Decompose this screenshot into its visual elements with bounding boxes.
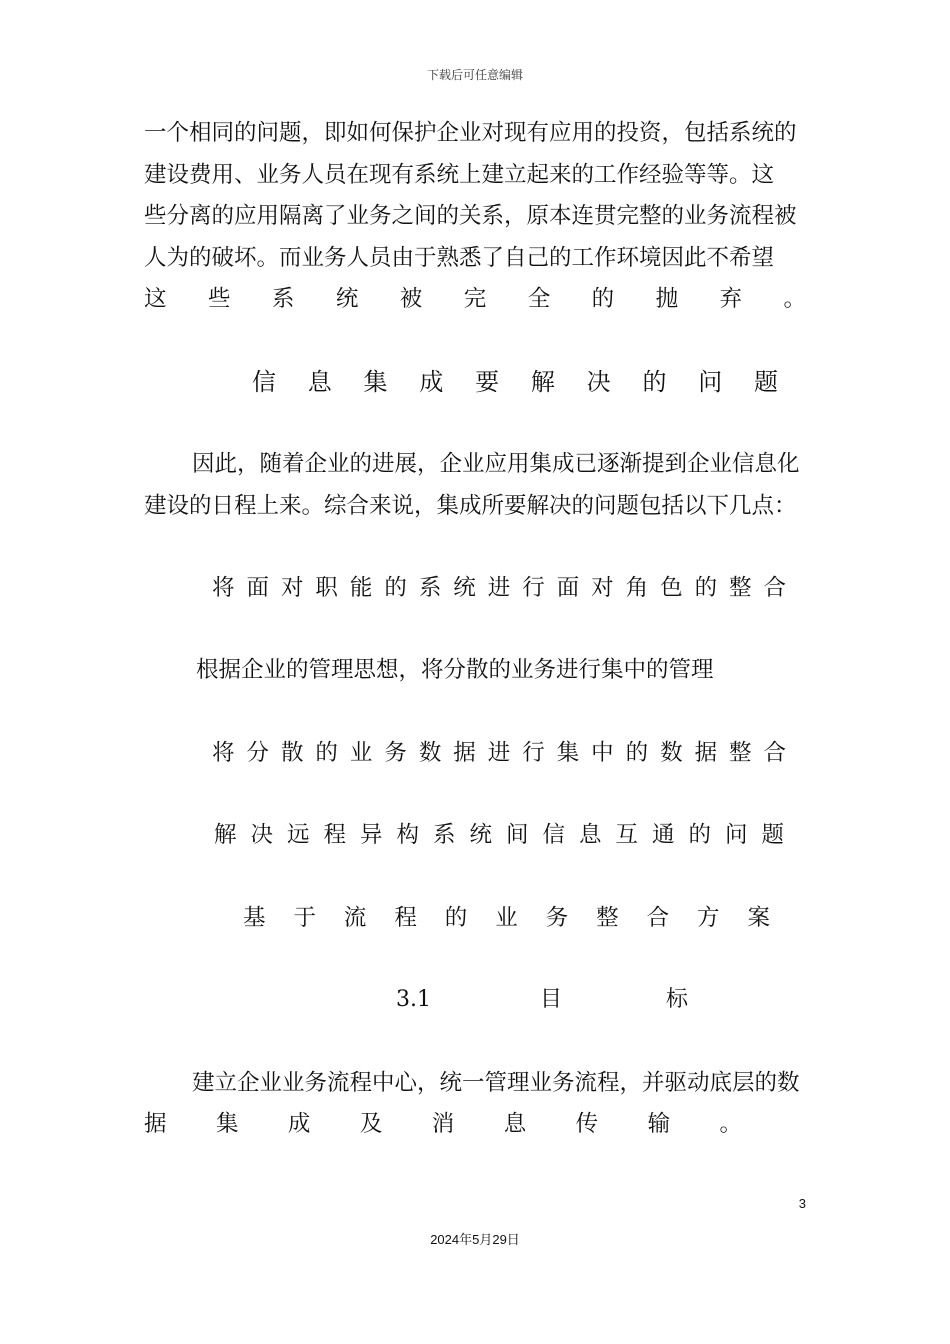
list-item: 将 面 对 职 能 的 系 统 进 行 面 对 角 色 的 整 合	[212, 575, 787, 601]
paragraph-line: 建立企业业务流程中心，统一管理业务流程，并驱动底层的数	[192, 1070, 800, 1096]
paragraph-line: 建设的日程上来。综合来说，集成所要解决的问题包括以下几点：	[144, 493, 797, 519]
paragraph-line: 因此，随着企业的进展，企业应用集成已逐渐提到企业信息化	[192, 451, 800, 477]
list-item: 基 于 流 程 的 业 务 整 合 方 案	[243, 905, 771, 931]
paragraph-line: 人为的破坏。而业务人员由于熟悉了自己的工作环境因此不希望	[144, 245, 775, 271]
paragraph-line: 些分离的应用隔离了业务之间的关系，原本连贯完整的业务流程被	[144, 203, 797, 229]
section-title: 3.1 目 标	[396, 987, 689, 1012]
list-item: 将 分 散 的 业 务 数 据 进 行 集 中 的 数 据 整 合	[212, 740, 787, 766]
page-number: 3	[798, 1196, 806, 1211]
footer-date: 2024年5月29日	[430, 1232, 520, 1247]
paragraph-line: 这 些 系 统 被 完 全 的 抛 弃 。	[144, 286, 807, 312]
paragraph-line: 建设费用、业务人员在现有系统上建立起来的工作经验等等。这	[144, 162, 775, 188]
section-heading: 信 息 集 成 要 解 决 的 问 题	[252, 368, 778, 396]
paragraph-line: 一个相同的问题，即如何保护企业对现有应用的投资，包括系统的	[144, 120, 797, 146]
page-header: 下载后可任意编辑	[426, 68, 523, 82]
list-item: 解 决 远 程 异 构 系 统 间 信 息 互 通 的 问 题	[214, 822, 785, 848]
list-item: 根据企业的管理思想，将分散的业务进行集中的管理	[196, 657, 714, 683]
paragraph-line: 据 集 成 及 消 息 传 输 。	[144, 1111, 743, 1137]
